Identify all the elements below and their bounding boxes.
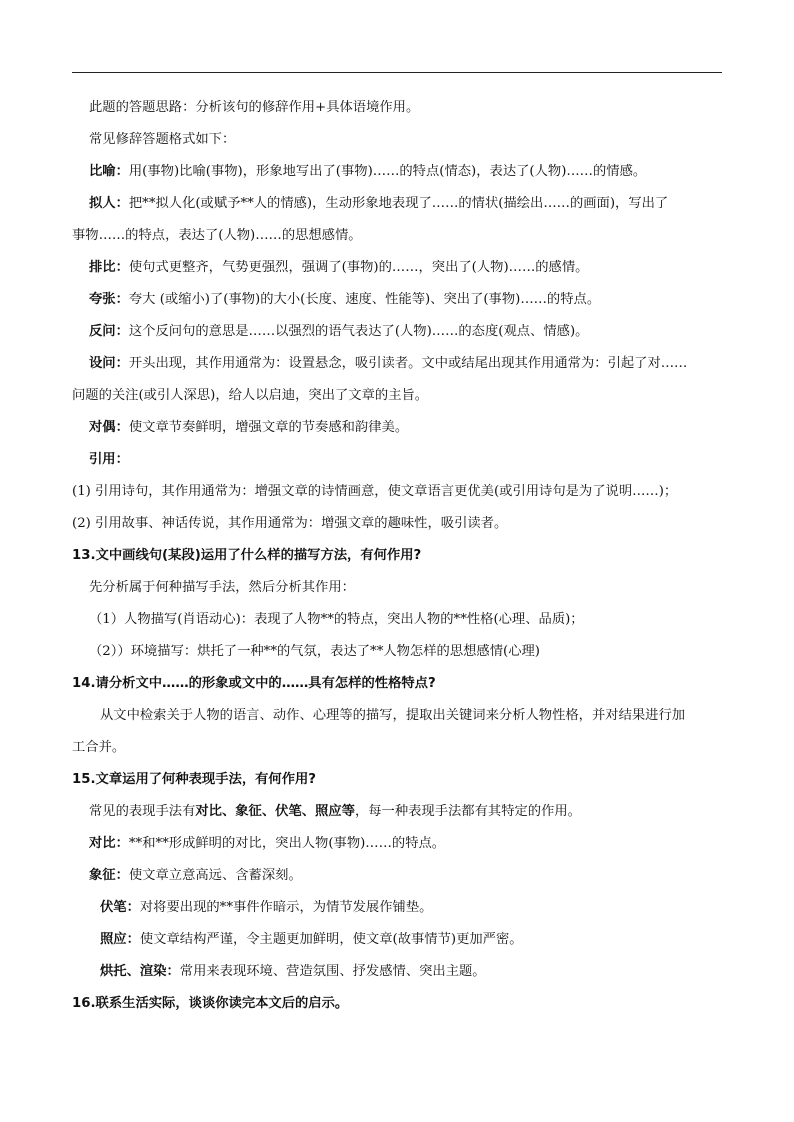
question-13: 13.文中画线句(某段)运用了什么样的描写方法，有何作用? bbox=[72, 548, 422, 563]
rhetoric-niren: 拟人：把**拟人化(或赋予**人的情感)，生动形象地表现了……的情状(描绘出……的画面)，写出了 bbox=[89, 196, 669, 211]
term: 象征： bbox=[89, 868, 129, 883]
list-item: (2) 引用故事、神话传说，其作用通常为：增强文章的趣味性，吸引读者。 bbox=[72, 516, 508, 531]
term: 对比： bbox=[89, 836, 129, 851]
term: 烘托、渲染： bbox=[100, 964, 180, 979]
term: 反问： bbox=[89, 324, 129, 339]
term: 比喻： bbox=[89, 164, 129, 179]
term: 照应： bbox=[100, 932, 140, 947]
rhetoric-yinyong bbox=[72, 444, 732, 476]
rhetoric-fanwen: 反问：这个反问句的意思是……以强烈的语气表达了(人物)……的态度(观点、情感)。 bbox=[89, 324, 589, 339]
document-body bbox=[72, 92, 732, 1020]
list-item: （2））环境描写：烘托了一种**的气氛，表达了**人物怎样的思想感情(心理) bbox=[89, 644, 540, 659]
paragraph: 此题的答题思路：分析该句的修辞作用+具体语境作用。 bbox=[89, 100, 420, 115]
term: 对偶： bbox=[89, 420, 129, 435]
question-14: 14.请分析文中……的形象或文中的……具有怎样的性格特点? bbox=[72, 676, 436, 691]
paragraph-continuation: 事物……的特点，表达了(人物)……的思想感情。 bbox=[72, 228, 362, 243]
paragraph-continuation: 工合并。 bbox=[72, 740, 126, 755]
paragraph: 从文中检索关于人物的语言、动作、心理等的描写，提取出关键词来分析人物性格，并对结果进行加 bbox=[100, 708, 686, 723]
term: 排比： bbox=[89, 260, 129, 275]
term: 拟人： bbox=[89, 196, 129, 211]
rhetoric-shewen: 设问：开头出现，其作用通常为：设置悬念，吸引读者。文中或结尾出现其作用通常为：引起了对…… bbox=[89, 356, 688, 371]
question-15: 15.文章运用了何种表现手法，有何作用? bbox=[72, 772, 317, 787]
paragraph: 先分析属于何种描写手法，然后分析其作用： bbox=[89, 580, 355, 595]
technique-fubi: 伏笔：对将要出现的**事件作暗示，为情节发展作铺垫。 bbox=[100, 900, 433, 915]
paragraph: 常见修辞答题格式如下： bbox=[89, 132, 236, 147]
technique-duibi: 对比：**和**形成鲜明的对比，突出人物(事物)……的特点。 bbox=[89, 836, 446, 851]
rhetoric-duiou: 对偶：使文章节奏鲜明，增强文章的节奏感和韵律美。 bbox=[89, 420, 409, 435]
rhetoric-kuazhang: 夸张：夸大 (或缩小)了(事物)的大小(长度、速度、性能等)、突出了(事物)……的特点。 bbox=[89, 292, 601, 307]
list-item: (1) 引用诗句，其作用通常为：增强文章的诗情画意，使文章语言更优美(或引用诗句是为了说明……)； bbox=[72, 484, 678, 499]
list-item: （1）人物描写(肖语动心)：表现了人物**的特点，突出人物的**性格(心理、品质)； bbox=[89, 612, 584, 627]
technique-hongtuo: 烘托、渲染：常用来表现环境、营造氛围、抒发感情、突出主题。 bbox=[100, 964, 486, 979]
technique-xiangzheng: 象征：使文章立意高远、含蓄深刻。 bbox=[89, 868, 302, 883]
term: 引用： bbox=[89, 452, 129, 467]
technique-zhaoying: 照应：使文章结构严谨，令主题更加鲜明，使文章(故事情节)更加严密。 bbox=[100, 932, 523, 947]
rhetoric-biyu: 比喻：用(事物)比喻(事物)，形象地写出了(事物)……的特点(情态)，表达了(人物)……的情感。 bbox=[89, 164, 647, 179]
rhetoric-paibi: 排比：使句式更整齐，气势更强烈，强调了(事物)的……，突出了(人物)……的感情。 bbox=[89, 260, 589, 275]
term: 夸张： bbox=[89, 292, 129, 307]
paragraph-continuation: 问题的关注(或引人深思)，给人以启迪，突出了文章的主旨。 bbox=[72, 388, 429, 403]
header-rule bbox=[72, 72, 722, 73]
term: 伏笔： bbox=[100, 900, 140, 915]
question-16: 16.联系生活实际，谈谈你读完本文后的启示。 bbox=[72, 996, 349, 1011]
term: 设问： bbox=[89, 356, 129, 371]
paragraph: 常见的表现手法有对比、象征、伏笔、照应等，每一种表现手法都有其特定的作用。 bbox=[89, 804, 581, 819]
